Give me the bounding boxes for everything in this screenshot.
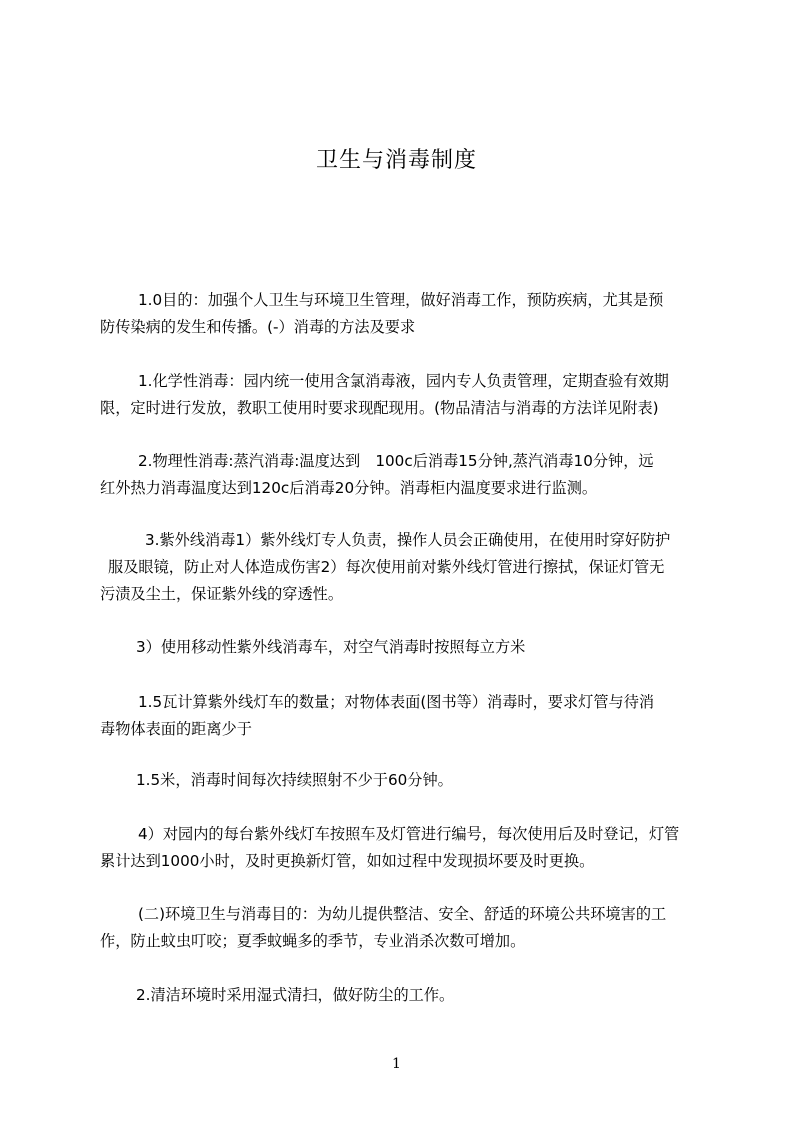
paragraph: [100, 901, 700, 955]
paragraph: [100, 982, 700, 1009]
paragraph-line: 毒物体表面的距离少于: [100, 720, 252, 738]
paragraph-line: 作，防止蚊虫叮咬；夏季蚊蝇多的季节，专业消杀次数可增加。: [100, 932, 526, 950]
paragraph: [100, 287, 700, 341]
paragraph-line: 1.化学性消毒：园内统一使用含氯消毒液，园内专人负责管理，定期查验有效期: [138, 372, 669, 390]
paragraph: [100, 634, 700, 661]
paragraph-line: 1.0目的：加强个人卫生与环境卫生管理，做好消毒工作，预防疾病，尤其是预: [138, 291, 664, 309]
paragraph-line: 1.5瓦计算紫外线灯车的数量；对物体表面(图书等）消毒时，要求灯管与待消: [138, 693, 655, 711]
paragraph-line: 限，定时进行发放，教职工使用时要求现配现用。(物品清洁与消毒的方法详见附表): [100, 399, 659, 417]
paragraph-line: 2.物理性消毒:蒸汽消毒:温度达到 100c后消毒15分钟,蒸汽消毒10分钟，远: [138, 452, 654, 470]
paragraph-line: 3.紫外线消毒1）紫外线灯专人负责，操作人员会正确使用，在使用时穿好防护: [145, 531, 671, 549]
paragraph-line: 红外热力消毒温度达到120c后消毒20分钟。消毒柜内温度要求进行监测。: [100, 479, 598, 497]
paragraph-line: 累计达到1000小时，及时更换新灯管，如如过程中发现损坏要及时更换。: [100, 852, 595, 870]
paragraph: [100, 767, 700, 794]
paragraph: [100, 448, 700, 502]
paragraph-line: 1.5米，消毒时间每次持续照射不少于60分钟。: [136, 771, 453, 789]
page-number: 1: [392, 1056, 401, 1072]
paragraph: [100, 368, 700, 422]
paragraph: [100, 821, 700, 875]
paragraph-line: 服及眼镜，防止对人体造成伤害2）每次使用前对紫外线灯管进行擦拭，保证灯管无: [108, 558, 665, 576]
paragraph: [100, 527, 700, 608]
paragraph-line: 防传染病的发生和传播。(-）消毒的方法及要求: [100, 318, 416, 336]
paragraph-line: 2.清洁环境时采用湿式清扫，做好防尘的工作。: [136, 986, 455, 1004]
paragraph: [100, 689, 700, 743]
paragraph-line: 3）使用移动性紫外线消毒车，对空气消毒时按照每立方米: [136, 638, 526, 656]
page-title: 卫生与消毒制度: [315, 148, 477, 173]
paragraph-line: 污渍及尘土，保证紫外线的穿透性。: [100, 585, 343, 603]
paragraph-line: 4）对园内的每台紫外线灯车按照车及灯管进行编号，每次使用后及时登记，灯管: [138, 825, 680, 843]
paragraph-line: (二)环境卫生与消毒目的：为幼儿提供整洁、安全、舒适的环境公共环境害的工: [138, 905, 667, 923]
